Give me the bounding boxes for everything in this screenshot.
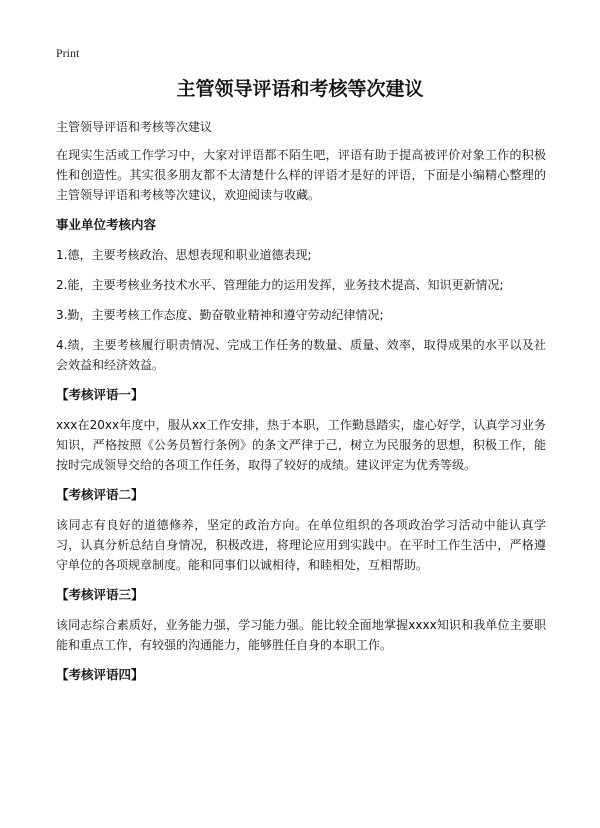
- review-heading-4: 【考核评语四】: [56, 667, 144, 682]
- section-heading: 事业单位考核内容: [56, 217, 157, 232]
- section-item: 1.德，主要考核政治、思想表现和职业道德表现;: [56, 248, 312, 262]
- section-item: 4.绩，主要考核履行职责情况、完成工作任务的数量、质量、效率，取得成果的水平以及社会效益和经济效益。: [56, 338, 546, 372]
- document-body: [56, 117, 546, 695]
- document-subtitle: 主管领导评语和考核等次建议: [56, 120, 213, 134]
- intro-paragraph: 在现实生活或工作学习中，大家对评语都不陌生吧，评语有助于提高被评价对象工作的积极性和创造性。其实很多朋友都不太清楚什么样的评语才是好的评语，下面是小编精心整理的主管领导评语和考核等次建议，欢迎阅读与收藏。: [56, 148, 546, 202]
- section-item: 3.勤，主要考核工作态度、勤奋敬业精神和遵守劳动纪律情况;: [56, 308, 384, 322]
- review-body-2: 该同志有良好的道德修养，坚定的政治方向。在单位组织的各项政治学习活动中能认真学习，认真分析总结自身情况，积极改进，将理论应用到实践中。在平时工作生活中，严格遵守单位的各项规章制度。能和同事们以诚相待，和睦相处，互相帮助。: [56, 518, 546, 572]
- review-heading-2: 【考核评语二】: [56, 487, 144, 502]
- review-heading-1: 【考核评语一】: [56, 387, 144, 402]
- review-body-3: 该同志综合素质好，业务能力强，学习能力强。能比较全面地掌握xxxx知识和我单位主要职能和重点工作，有较强的沟通能力，能够胜任自身的本职工作。: [56, 618, 546, 652]
- print-link[interactable]: Print: [56, 46, 80, 60]
- review-heading-3: 【考核评语三】: [56, 587, 144, 602]
- review-body-1: xxx在20xx年度中，服从xx工作安排，热于本职，工作勤恳踏实，虚心好学，认真学习业务知识，严格按照《公务员暂行条例》的条文严律于己，树立为民服务的思想，积极工作，能按时完成领导交给的各项工作任务，取得了较好的成绩。建议评定为优秀等级。: [56, 418, 546, 472]
- document-title: 主管领导评语和考核等次建议: [176, 78, 424, 100]
- section-item: 2.能，主要考核业务技术水平、管理能力的运用发挥，业务技术提高、知识更新情况;: [56, 278, 504, 292]
